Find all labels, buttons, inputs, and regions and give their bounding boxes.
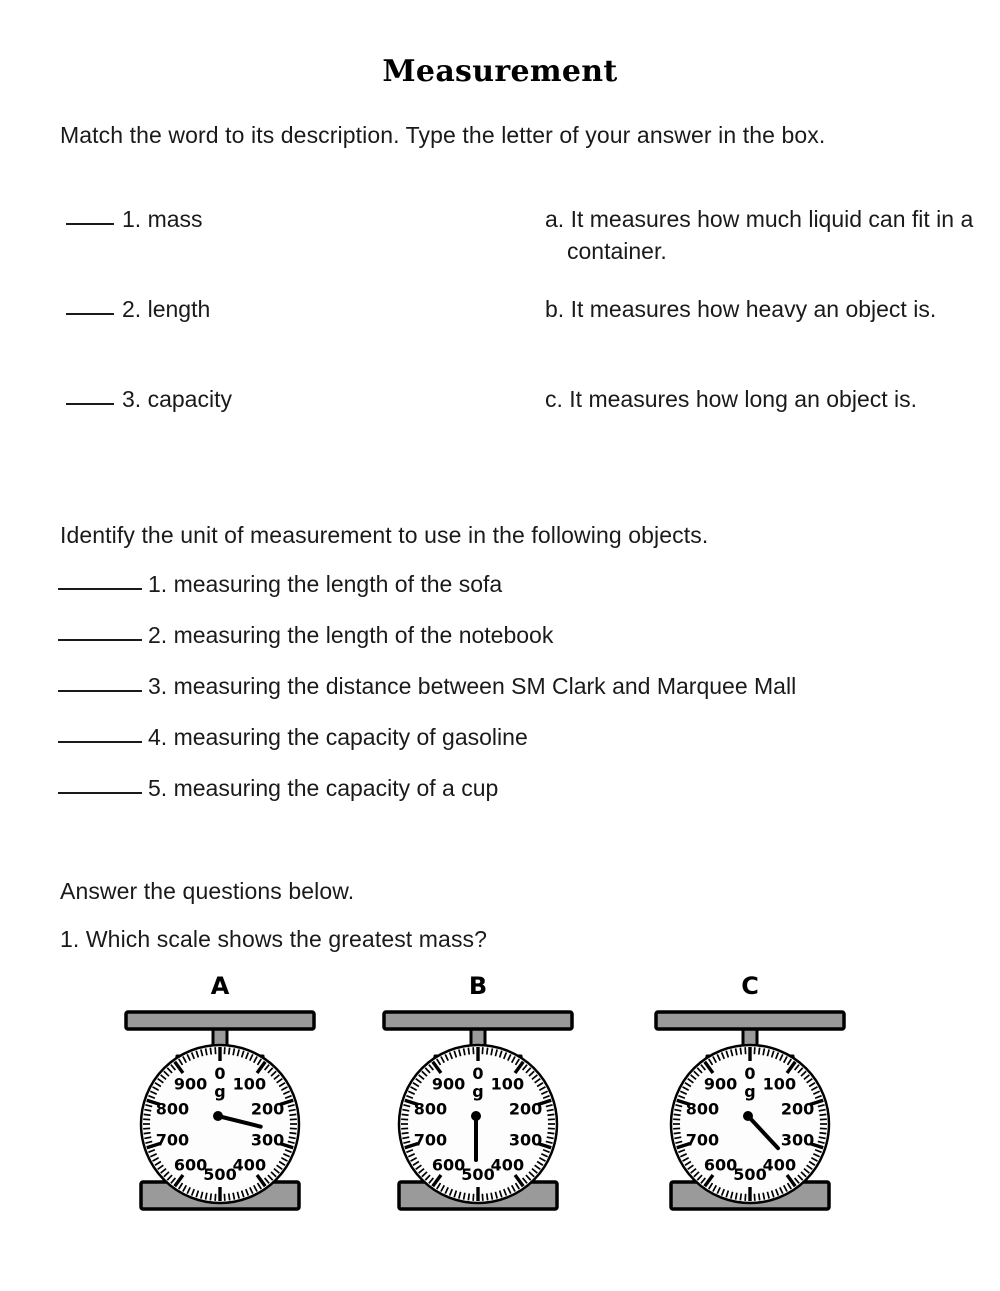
list-item — [0, 721, 1000, 772]
dial-needle-pivot — [213, 1111, 223, 1121]
identify-units-instruction: Identify the unit of measurement to use in the following objects. — [60, 522, 709, 548]
match-row — [0, 383, 1000, 473]
match-left-item-3 — [66, 383, 232, 415]
match-right-item-b — [545, 293, 997, 325]
scale-drawing-b — [363, 1006, 593, 1226]
match-left-number-3: 3. — [122, 386, 142, 412]
dial-number-900: 900 — [173, 1074, 208, 1094]
unit-text-2: measuring the length of the notebook — [173, 622, 554, 648]
dial-number-400: 400 — [232, 1155, 267, 1175]
dial-number-500: 500 — [203, 1165, 237, 1184]
dial-number-800: 800 — [413, 1099, 448, 1119]
match-right-item-a — [545, 203, 997, 267]
scale-figure-a — [105, 972, 335, 1232]
unit-text-3: measuring the distance between SM Clark and Marquee Mall — [173, 673, 797, 699]
dial-zero-label: 0 — [472, 1064, 484, 1083]
dial-number-500: 500 — [461, 1165, 495, 1184]
dial-number-200: 200 — [780, 1099, 815, 1119]
list-item — [0, 568, 1000, 619]
dial-number-400: 400 — [490, 1155, 525, 1175]
unit-text-1: measuring the length of the sofa — [173, 571, 503, 597]
scale-label-c: C — [741, 972, 759, 1000]
dial-number-300: 300 — [508, 1130, 543, 1150]
dial-unit-label: g — [472, 1082, 484, 1101]
match-left-item-1 — [66, 203, 203, 235]
dial-zero-label: 0 — [214, 1064, 226, 1083]
dial-number-700: 700 — [685, 1130, 720, 1150]
match-right-letter-b: b. — [545, 296, 565, 322]
scales-figure-row — [0, 972, 1000, 1232]
dial-zero-label: 0 — [744, 1064, 756, 1083]
scale-weighing-plate — [384, 1012, 572, 1029]
match-right-text-a: It measures how much liquid can fit in a container. — [567, 206, 974, 264]
answer-blank-unit-5[interactable] — [58, 774, 142, 794]
dial-unit-label: g — [744, 1082, 756, 1101]
scale-drawing-a — [105, 1006, 335, 1226]
unit-number-4: 4. — [148, 724, 168, 750]
match-left-word-2: length — [147, 296, 211, 322]
answer-blank-unit-4[interactable] — [58, 723, 142, 743]
dial-number-100: 100 — [232, 1074, 267, 1094]
dial-number-900: 900 — [703, 1074, 738, 1094]
list-item — [0, 619, 1000, 670]
dial-number-900: 900 — [431, 1074, 466, 1094]
dial-number-800: 800 — [685, 1099, 720, 1119]
dial-number-300: 300 — [250, 1130, 285, 1150]
match-left-number-2: 2. — [122, 296, 142, 322]
dial-number-600: 600 — [173, 1155, 208, 1175]
dial-number-200: 200 — [250, 1099, 285, 1119]
answer-blank-unit-1[interactable] — [58, 570, 142, 590]
scale-figure-b — [363, 972, 593, 1232]
question-1-text: 1. Which scale shows the greatest mass? — [60, 926, 488, 952]
matching-section — [0, 203, 1000, 473]
unit-text-5: measuring the capacity of a cup — [173, 775, 499, 801]
unit-number-3: 3. — [148, 673, 168, 699]
scale-drawing-c — [635, 1006, 865, 1226]
answer-blank-match-2[interactable] — [66, 295, 114, 315]
answer-questions-instruction: Answer the questions below. — [60, 878, 355, 904]
dial-number-500: 500 — [733, 1165, 767, 1184]
dial-needle-pivot — [743, 1111, 753, 1121]
match-instruction: Match the word to its description. Type the letter of your answer in the box. — [60, 122, 826, 148]
dial-number-200: 200 — [508, 1099, 543, 1119]
match-right-letter-a: a. — [545, 206, 565, 232]
match-row — [0, 293, 1000, 383]
scale-label-b: B — [468, 972, 488, 1000]
scale-weighing-plate — [656, 1012, 844, 1029]
answer-blank-match-3[interactable] — [66, 385, 114, 405]
scale-figure-c — [635, 972, 865, 1232]
unit-text-4: measuring the capacity of gasoline — [173, 724, 528, 750]
dial-number-100: 100 — [762, 1074, 797, 1094]
match-right-text-c: It measures how long an object is. — [569, 386, 918, 412]
match-right-text-b: It measures how heavy an object is. — [570, 296, 937, 322]
match-left-word-3: capacity — [147, 386, 232, 412]
list-item — [0, 772, 1000, 823]
unit-number-2: 2. — [148, 622, 168, 648]
unit-number-5: 5. — [148, 775, 168, 801]
dial-number-800: 800 — [155, 1099, 190, 1119]
page-title: Measurement — [382, 54, 618, 89]
unit-identification-list — [0, 568, 1000, 823]
scale-label-a: A — [210, 972, 230, 1000]
match-left-item-2 — [66, 293, 210, 325]
unit-number-1: 1. — [148, 571, 168, 597]
match-left-word-1: mass — [147, 206, 203, 232]
dial-number-700: 700 — [413, 1130, 448, 1150]
list-item — [0, 670, 1000, 721]
answer-blank-unit-2[interactable] — [58, 621, 142, 641]
dial-needle-pivot — [471, 1111, 481, 1121]
match-left-number-1: 1. — [122, 206, 142, 232]
match-right-letter-c: c. — [545, 386, 563, 412]
answer-blank-unit-3[interactable] — [58, 672, 142, 692]
match-row — [0, 203, 1000, 293]
match-right-item-c — [545, 383, 997, 415]
answer-blank-match-1[interactable] — [66, 205, 114, 225]
dial-number-600: 600 — [703, 1155, 738, 1175]
dial-number-300: 300 — [780, 1130, 815, 1150]
dial-number-700: 700 — [155, 1130, 190, 1150]
dial-number-600: 600 — [431, 1155, 466, 1175]
dial-number-100: 100 — [490, 1074, 525, 1094]
dial-number-400: 400 — [762, 1155, 797, 1175]
dial-unit-label: g — [214, 1082, 226, 1101]
scale-weighing-plate — [126, 1012, 314, 1029]
